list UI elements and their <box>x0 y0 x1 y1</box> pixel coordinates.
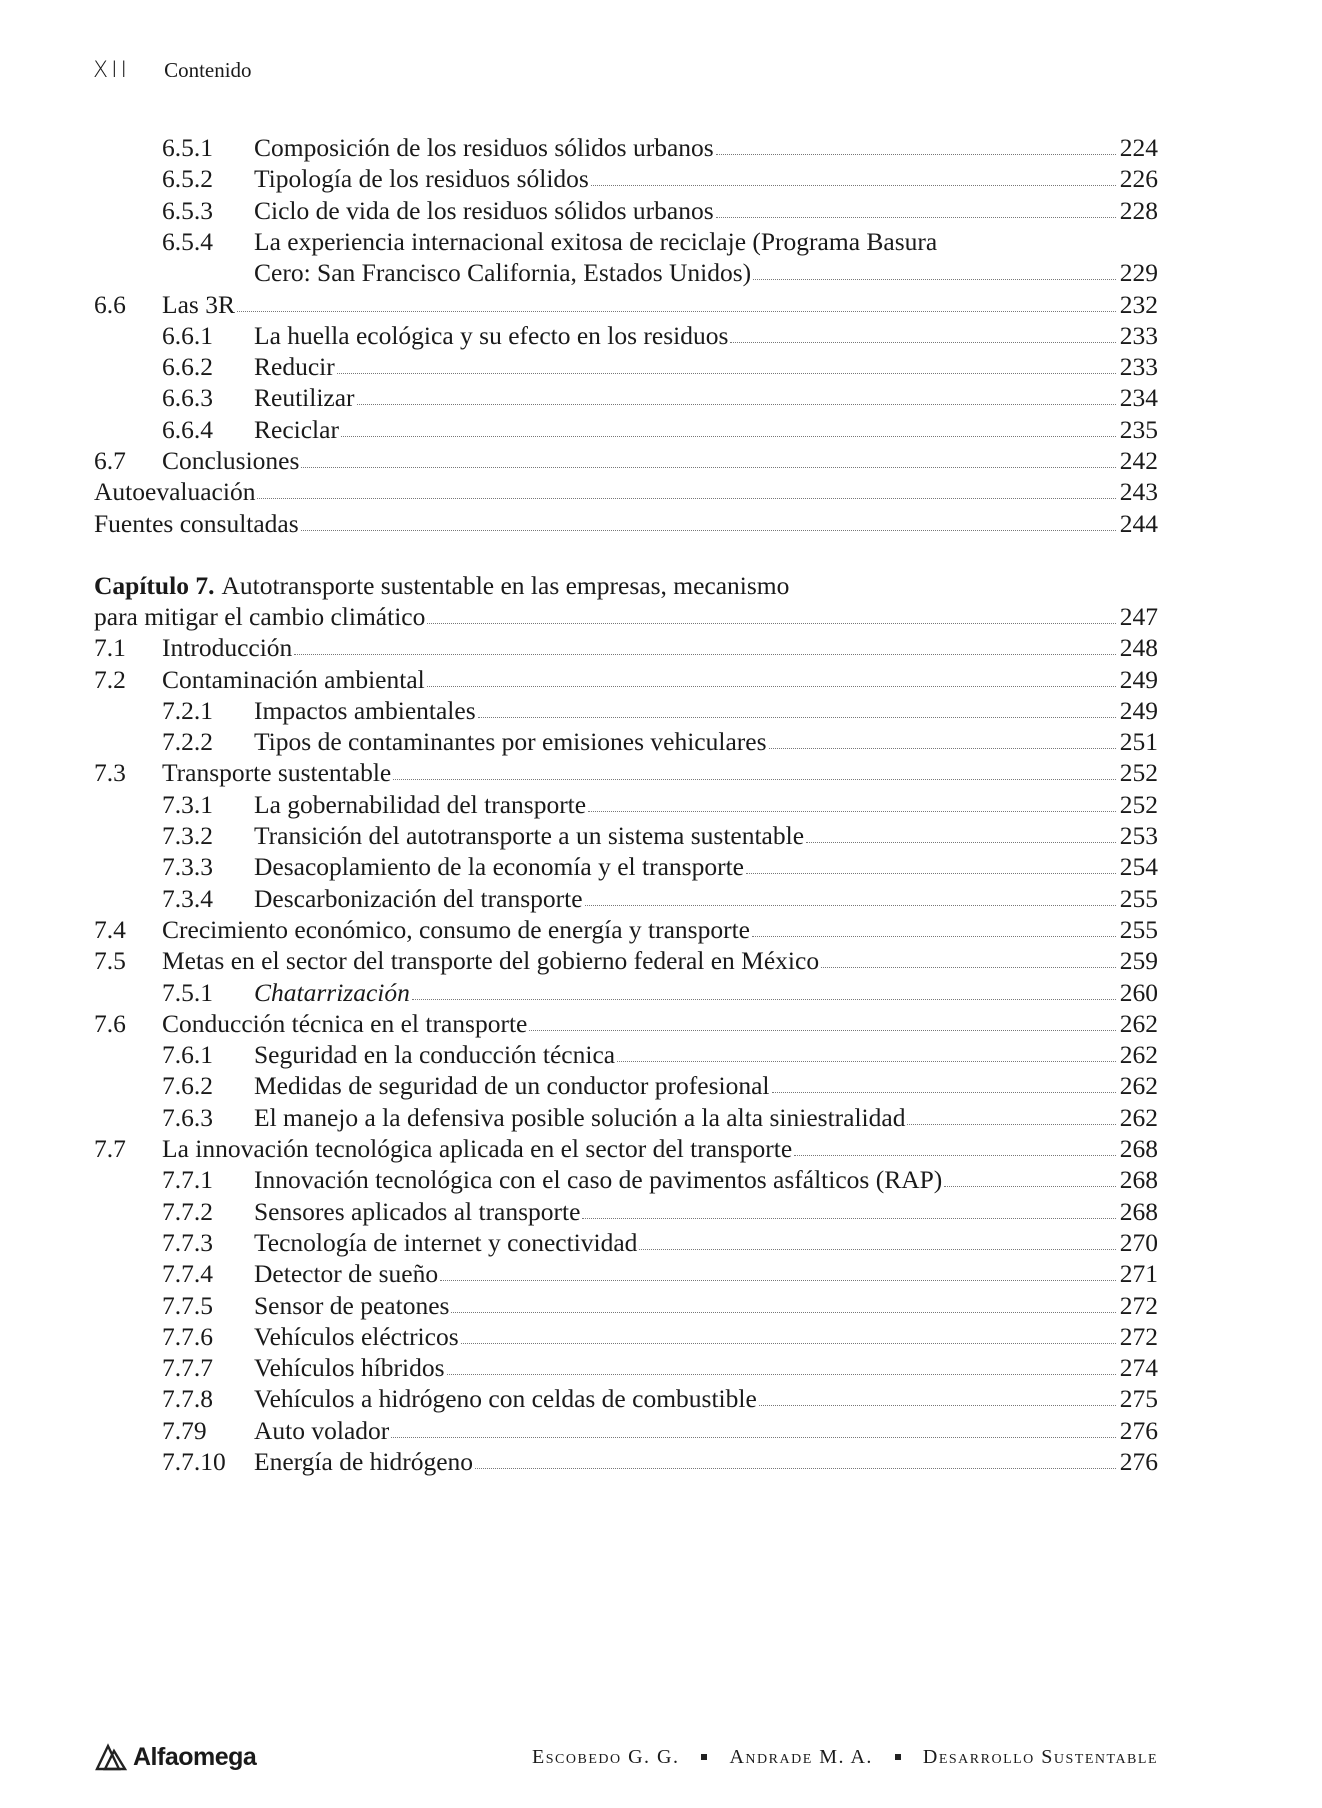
dot-leader <box>478 716 1116 718</box>
toc-entry-page: 276 <box>1119 1415 1158 1445</box>
dot-leader <box>427 622 1116 624</box>
dot-leader <box>772 1091 1116 1093</box>
toc-entry-page: 233 <box>1119 352 1158 382</box>
dot-leader <box>447 1373 1116 1375</box>
toc-entry-number: 7.7.8 <box>162 1384 213 1414</box>
toc-entry-title: Descarbonización del transporte <box>254 883 583 913</box>
toc-entry-title: Seguridad en la conducción técnica <box>254 1040 616 1070</box>
toc-entry-title: Medidas de seguridad de un conductor profesional <box>254 1071 770 1101</box>
dot-leader <box>639 1248 1116 1250</box>
toc-entry-number: 6.5.2 <box>162 164 213 194</box>
toc-entry-number: 7.5 <box>94 946 126 976</box>
toc-entry-title: Fuentes consultadas <box>94 508 299 538</box>
toc-entry-number: 6.6.4 <box>162 414 213 444</box>
dot-leader <box>301 466 1116 468</box>
toc-entry-title: Contaminación ambiental <box>162 664 425 694</box>
dot-leader <box>475 1467 1116 1469</box>
toc-entry-title: La huella ecológica y su efecto en los residuos <box>254 320 729 350</box>
toc-entry-page: 255 <box>1119 914 1158 944</box>
toc-entry-number: 7.4 <box>94 914 126 944</box>
toc-entry-title: Detector de sueño <box>254 1259 439 1289</box>
toc-entry-number: 6.5.3 <box>162 195 213 225</box>
toc-entry-page: 271 <box>1119 1259 1158 1289</box>
toc-entry-number: 7.6.2 <box>162 1071 213 1101</box>
dot-leader <box>412 998 1116 1000</box>
toc-entry-title: Autotransporte sustentable en las empresas, mecanismo <box>221 570 790 600</box>
toc-entry-page: 268 <box>1119 1196 1158 1226</box>
toc-entry-number: 6.6.3 <box>162 383 213 413</box>
dot-leader <box>769 747 1116 749</box>
book-title: Desarrollo Sustentable <box>922 1745 1158 1768</box>
toc-entry-number: 6.6 <box>94 289 126 319</box>
toc-entry-title: Transición del autotransporte a un sistema sustentable <box>254 821 805 850</box>
author-1: Escobedo G. G. <box>532 1745 680 1768</box>
toc-entry-number: 7.3.3 <box>162 852 213 882</box>
toc-entry-number: 7.5.1 <box>162 977 213 1007</box>
toc-entry-title: Auto volador <box>254 1415 390 1445</box>
separator-square-icon <box>895 1754 901 1760</box>
toc-entry-title: Conducción técnica en el transporte <box>162 1008 528 1038</box>
toc-entry-title: Introducción <box>162 633 293 663</box>
toc-entry-page: 244 <box>1119 508 1158 538</box>
alfaomega-logo-icon <box>93 1742 129 1772</box>
toc-entry-page: 248 <box>1119 633 1158 663</box>
toc-entry-page: 254 <box>1119 852 1158 882</box>
toc-entry-page: 247 <box>1119 601 1158 631</box>
toc-entry-title: La gobernabilidad del transporte <box>254 789 587 819</box>
toc-entry <box>94 1441 1158 1477</box>
publisher-logo <box>93 1742 256 1772</box>
toc-entry-title: Desacoplamiento de la economía y el transporte <box>254 852 744 882</box>
dot-leader <box>791 592 1116 593</box>
toc-entry-page: 268 <box>1119 1165 1158 1195</box>
toc-entry-title: Innovación tecnológica con el caso de pavimentos asfálticos (RAP) <box>254 1165 943 1195</box>
toc-entry-page: 233 <box>1119 320 1158 350</box>
toc-entry-number: 7.7.3 <box>162 1227 213 1257</box>
toc-entry-title: Vehículos eléctricos <box>254 1321 459 1351</box>
dot-leader <box>237 310 1116 312</box>
dot-leader <box>440 1279 1116 1281</box>
toc-entry-title: para mitigar el cambio climático <box>94 601 426 631</box>
toc-entry-title: Composición de los residuos sólidos urbanos <box>254 133 714 162</box>
toc-entry-page: 243 <box>1119 477 1158 507</box>
toc-entry-page: 234 <box>1119 383 1158 413</box>
toc-entry-title: El manejo a la defensiva posible solución a la alta siniestralidad <box>254 1102 906 1132</box>
dot-leader <box>746 872 1116 874</box>
dot-leader <box>427 685 1116 687</box>
toc-entry-title: La innovación tecnológica aplicada en el sector del transporte <box>162 1134 793 1163</box>
toc-entry-title: Impactos ambientales <box>254 695 476 725</box>
dot-leader <box>461 1342 1116 1344</box>
toc-entry-number: 6.7 <box>94 446 126 475</box>
toc-entry-title: La experiencia internacional exitosa de reciclaje (Programa Basura <box>254 226 938 256</box>
toc-entry-page: 275 <box>1119 1384 1158 1414</box>
toc-entry-page: 259 <box>1119 946 1158 976</box>
toc-entry-title: Reciclar <box>254 414 339 444</box>
toc-entry-number: 7.2.2 <box>162 727 213 757</box>
dot-leader <box>529 1029 1116 1031</box>
dot-leader <box>753 278 1116 280</box>
toc-entry-number: 7.3.4 <box>162 883 213 913</box>
toc-entry-page: 228 <box>1119 195 1158 225</box>
toc-entry-page: 252 <box>1119 789 1158 819</box>
toc-entry-page: 249 <box>1119 664 1158 694</box>
dot-leader <box>582 1217 1116 1219</box>
toc-entry-title: Autoevaluación <box>94 477 256 507</box>
toc-entry-title: Cero: San Francisco California, Estados Unidos) <box>254 258 752 288</box>
dot-leader <box>357 403 1116 405</box>
toc-entry-page: 274 <box>1119 1353 1158 1383</box>
toc-entry-number: 6.5.1 <box>162 133 213 162</box>
toc-entry-number: 6.6.2 <box>162 352 213 382</box>
dot-leader <box>907 1123 1116 1125</box>
toc-entry-title: Crecimiento económico, consumo de energía y transporte <box>162 914 750 944</box>
toc-entry-page: 249 <box>1119 695 1158 725</box>
toc-entry-number: 7.2.1 <box>162 695 213 725</box>
separator-square-icon <box>701 1754 707 1760</box>
dot-leader <box>821 966 1116 968</box>
toc-entry-number: 7.7.7 <box>162 1353 213 1383</box>
toc-entry-title: Tecnología de internet y conectividad <box>254 1227 638 1257</box>
running-head: Contenido <box>164 57 252 82</box>
page-footer <box>93 1738 1158 1776</box>
author-2: Andrade M. A. <box>729 1745 873 1768</box>
toc-entry <box>94 503 1158 539</box>
toc-entry-page: 232 <box>1119 289 1158 319</box>
toc-entry-number: 7.7 <box>94 1134 126 1163</box>
dot-leader <box>944 1185 1116 1187</box>
toc-entry-title: Reducir <box>254 352 335 382</box>
toc-entry-number: 7.1 <box>94 633 126 663</box>
toc-entry-number: 6.6.1 <box>162 320 213 350</box>
toc-entry-page: 268 <box>1119 1134 1158 1163</box>
dot-leader <box>617 1060 1116 1062</box>
toc-entry-title: Vehículos híbridos <box>254 1353 445 1383</box>
book-credits <box>532 1746 1158 1769</box>
toc-entry-title: Conclusiones <box>162 446 300 475</box>
toc-entry-number: 7.6 <box>94 1008 126 1038</box>
toc-entry-title: Energía de hidrógeno <box>254 1447 474 1476</box>
toc-entry-title: Tipos de contaminantes por emisiones vehiculares <box>254 727 767 757</box>
chapter-label: Capítulo 7. <box>94 570 215 600</box>
toc-entry-page: 252 <box>1119 758 1158 788</box>
toc-entry-title: Sensores aplicados al transporte <box>254 1196 581 1226</box>
toc-entry-page: 262 <box>1119 1102 1158 1132</box>
toc-entry-title: Sensor de peatones <box>254 1290 450 1320</box>
toc-entry-page: 251 <box>1119 727 1158 757</box>
toc-entry-number: 7.6.3 <box>162 1102 213 1132</box>
dot-leader <box>716 216 1116 218</box>
publisher-name: Alfaomega <box>133 1742 257 1771</box>
toc-entry-title: Ciclo de vida de los residuos sólidos urbanos <box>254 195 714 225</box>
toc-entry-page: 262 <box>1119 1008 1158 1038</box>
dot-leader <box>391 1436 1116 1438</box>
toc-entry-number: 7.3.1 <box>162 789 213 819</box>
toc-entry-page: 255 <box>1119 883 1158 913</box>
toc-entry-title: Transporte sustentable <box>162 758 392 788</box>
dot-leader <box>257 497 1116 499</box>
toc-entry-title: Las 3R <box>162 289 235 319</box>
toc-entry-page: 262 <box>1119 1040 1158 1070</box>
toc-entry-title: Vehículos a hidrógeno con celdas de combustible <box>254 1384 757 1414</box>
toc-entry-title: Chatarrización <box>254 977 410 1007</box>
toc-entry-number: 7.7.4 <box>162 1259 213 1289</box>
dot-leader <box>585 904 1116 906</box>
toc-entry-page: 224 <box>1119 133 1158 162</box>
dot-leader <box>730 341 1116 343</box>
dot-leader <box>759 1404 1116 1406</box>
dot-leader <box>337 372 1116 374</box>
toc-entry-page: 270 <box>1119 1227 1158 1257</box>
dot-leader <box>301 529 1116 531</box>
toc-entry-page: 253 <box>1119 821 1158 850</box>
page-header <box>93 52 252 88</box>
dot-leader <box>794 1154 1116 1156</box>
toc-entry-page: 242 <box>1119 446 1158 475</box>
toc-entry-page: 235 <box>1119 414 1158 444</box>
dot-leader <box>341 435 1116 437</box>
dot-leader <box>752 935 1116 937</box>
toc-entry-page: 276 <box>1119 1447 1158 1476</box>
toc-entry-number: 7.79 <box>162 1415 207 1445</box>
toc-entry-title: Metas en el sector del transporte del gobierno federal en México <box>162 946 820 976</box>
page-number: XII <box>93 57 131 83</box>
dot-leader <box>939 248 1116 249</box>
toc-entry-page: 229 <box>1119 258 1158 288</box>
toc-entry-number: 6.5.4 <box>162 226 213 256</box>
toc-entry-number: 7.7.10 <box>162 1447 226 1476</box>
dot-leader <box>451 1311 1116 1313</box>
toc-entry-page: 262 <box>1119 1071 1158 1101</box>
dot-leader <box>716 153 1116 155</box>
toc-entry-number: 7.7.5 <box>162 1290 213 1320</box>
dot-leader <box>393 778 1116 780</box>
dot-leader <box>294 653 1116 655</box>
toc-entry-page: 260 <box>1119 977 1158 1007</box>
toc-entry-number: 7.3.2 <box>162 821 213 850</box>
toc-entry-number: 7.7.2 <box>162 1196 213 1226</box>
toc-entry-page: 272 <box>1119 1290 1158 1320</box>
toc-entry-number: 7.6.1 <box>162 1040 213 1070</box>
toc-entry-number: 7.2 <box>94 664 126 694</box>
toc-entry-title: Tipología de los residuos sólidos <box>254 164 589 194</box>
dot-leader <box>591 184 1116 186</box>
dot-leader <box>588 810 1116 812</box>
toc-entry-number: 7.7.6 <box>162 1321 213 1351</box>
dot-leader <box>806 841 1116 843</box>
toc-entry-page: 272 <box>1119 1321 1158 1351</box>
toc-entry-page: 226 <box>1119 164 1158 194</box>
toc-entry-number: 7.3 <box>94 758 126 788</box>
toc-entry-title: Reutilizar <box>254 383 355 413</box>
toc-entry-number: 7.7.1 <box>162 1165 213 1195</box>
